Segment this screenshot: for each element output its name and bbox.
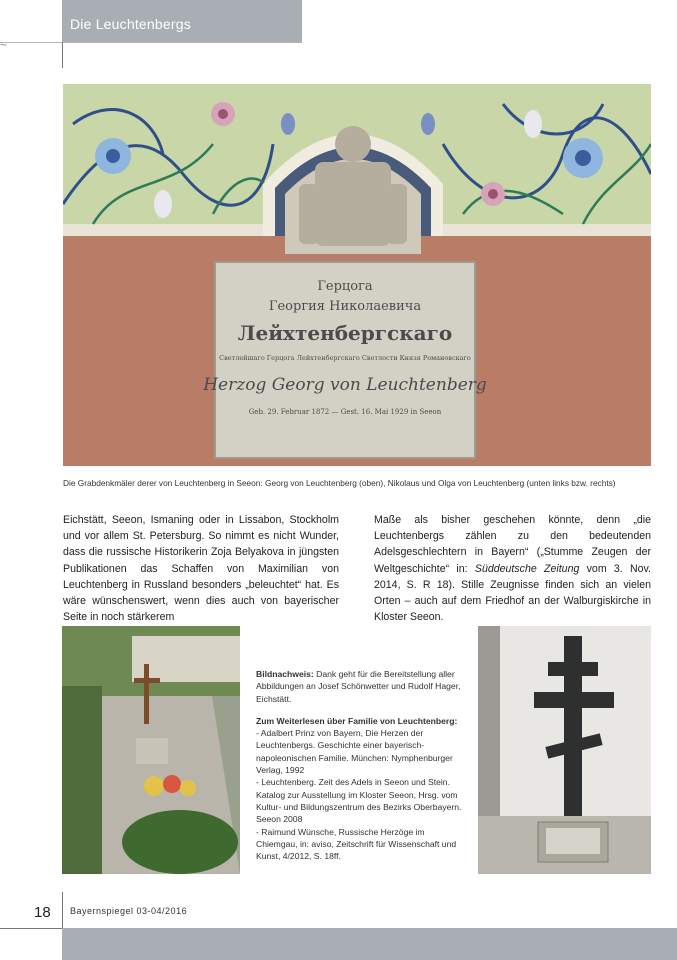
- main-photo-illustration: [63, 84, 651, 466]
- further-reading-title: Zum Weiterlesen über Familie von Leuchtenberg:: [256, 715, 458, 726]
- body-column-right: [374, 512, 651, 625]
- image-credits-label: Bildnachweis:: [256, 669, 314, 679]
- body-paragraph-right: [374, 512, 651, 625]
- further-reading-item: - Adalbert Prinz von Bayern, Die Herzen der Leuchtenbergs. Geschichte einer bayerisch-napoleonischen Familie. München: Nymphenburger Verlag, 1992: [256, 728, 453, 776]
- header-vertical-rule: [62, 42, 63, 68]
- photo-grave-nikolaus: [62, 626, 240, 874]
- body-right-before: Maße als bisher geschehen könnte, denn „die Leuchtenbergs zählen zu den bedeutenden Adelsgeschlechtern in Bayern“ („Stumme Zeugen der Weltgeschichte“ in:: [374, 514, 651, 575]
- credits-block: [256, 668, 462, 862]
- further-reading-item: - Leuchtenberg. Zeit des Adels in Seeon und Stein. Katalog zur Ausstellung im Kloster Seeon, Hrsg. vom Kultur- und Bildungszentrum des Bezirks Oberbayern. Seeon 2008: [256, 777, 462, 825]
- body-right-source: Süddeutsche Zeitung: [474, 562, 580, 575]
- further-reading-item: - Raimund Wünsche, Russische Herzöge im Chiemgau, in: aviso, Zeitschrift für Wissenschaft und Kunst, 4/2012, S. 18ff.: [256, 826, 457, 862]
- body-right-after: vom 3. Nov. 2014, S. R 18). Stille Zeugnisse finden sich an vielen Orten – auch auf dem Friedhof an der Walburgiskirche in Kloster Seeon.: [374, 562, 652, 624]
- footer-vertical-rule: [62, 892, 63, 928]
- plaque-line-6: Geb. 29. Februar 1872 — Gest. 16. Mai 1929 in Seeon: [248, 408, 442, 416]
- page-number: 18: [34, 904, 51, 921]
- photo-caption: Die Grabdenkmäler derer von Leuchtenberg in Seeon: Georg von Leuchtenberg (oben), Nikolaus und Olga von Leuchtenberg (unten links bzw. rechts): [63, 478, 616, 488]
- plaque-line-3: Лейхтенбергскаго: [237, 321, 453, 345]
- body-column-left: [63, 512, 339, 625]
- plaque-line-4: Светлейшаго Герцога Лейхтенбергскаго Светлости Князя Романовскаго: [219, 354, 471, 362]
- photo-grave-nikolaus-illustration: [62, 626, 240, 874]
- main-photo-grave-georg: [63, 84, 651, 466]
- footer-bar: [62, 928, 677, 960]
- footer-magazine: Bayernspiegel 03-04/2016: [70, 906, 188, 916]
- image-credits: [256, 668, 462, 705]
- footer-rule: [0, 928, 62, 929]
- body-paragraph-left: Eichstätt, Seeon, Ismaning oder in Lissabon, Stockholm und vor allem St. Petersburg. So nimmt es nicht Wunder, dass die russische Historikerin Zoja Belyakova in jüngsten Publikationen das Schaffen von Maximilian von Leuchtenberg in Russland besonders „beleuchtet“ hat. Es wäre wünschenswert, wenn dies auch von bayerischer Seite in noch stärkerem: [63, 514, 339, 624]
- corner-mark: ~: [0, 38, 8, 52]
- image-credits-text: Dank geht für die Bereitstellung aller Abbildungen an Josef Schönwetter und Rudolf Hager, Eichstätt.: [256, 669, 461, 704]
- photo-grave-olga: [478, 626, 651, 874]
- header-rule: [0, 42, 302, 43]
- plaque-line-2: Георгия Николаевича: [268, 299, 422, 314]
- running-header-title: Die Leuchtenbergs: [70, 16, 191, 32]
- photo-grave-olga-illustration: [478, 626, 651, 874]
- plaque-line-1: Герцога: [317, 279, 373, 294]
- plaque-line-5: Herzog Georg von Leuchtenberg: [203, 375, 487, 395]
